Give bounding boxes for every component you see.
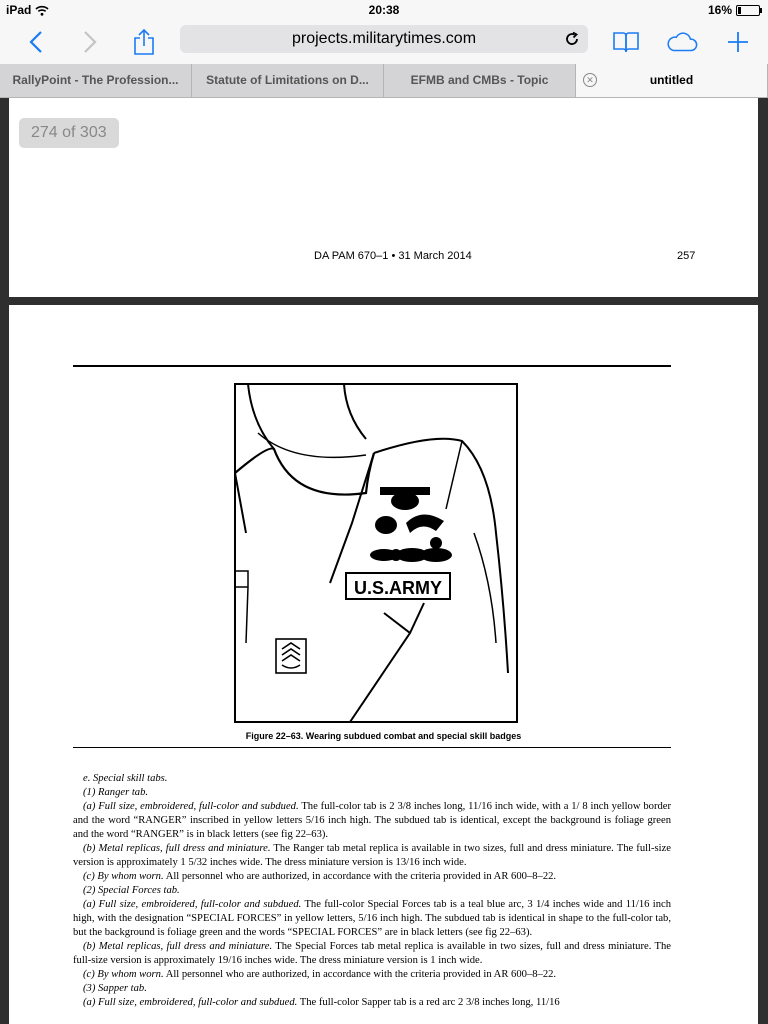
navigation-bar <box>0 20 768 64</box>
reload-icon[interactable] <box>564 31 580 47</box>
top-rule <box>73 365 671 367</box>
paragraph: e. Special skill tabs. <box>83 773 168 784</box>
paragraph: (c) By whom worn. All personnel who are authorized, in accordance with the criteria provided in AR 600–8–22. <box>83 871 557 882</box>
document-body <box>73 772 671 1010</box>
close-tab-icon[interactable]: ✕ <box>583 73 597 87</box>
status-bar <box>0 0 768 20</box>
plus-icon <box>727 31 749 53</box>
back-button[interactable] <box>20 26 52 58</box>
cloud-tabs-button[interactable] <box>666 26 698 58</box>
paragraph: (2) Special Forces tab. <box>83 885 180 896</box>
share-button[interactable] <box>128 26 160 58</box>
figure-caption: Figure 22–63. Wearing subdued combat and special skill badges <box>245 731 522 741</box>
page-counter: 274 of 303 <box>19 118 119 148</box>
tab-statute[interactable] <box>192 64 384 97</box>
chevron-left-icon <box>29 30 43 54</box>
paragraph: (b) Metal replicas, full dress and miniature. The Special Forces tab metal replica is available in two sizes, full and dress miniature. The full-size version is approximately 19/16 inches wide. The dress miniature version is 1 inch wide. <box>73 941 671 966</box>
status-right <box>708 3 760 17</box>
bookmarks-button[interactable] <box>610 26 642 58</box>
bottom-rule <box>73 747 671 748</box>
tab-label: untitled <box>649 73 694 87</box>
paragraph: (b) Metal replicas, full dress and miniature. The Ranger tab metal replica is available in two sizes, full and dress miniature. The full-size version is approximately 1 5/32 inches wide. The dress miniature version is 13/16 inch wide. <box>73 843 672 868</box>
url-text: projects.militarytimes.com <box>291 30 477 47</box>
tab-bar <box>0 64 768 98</box>
share-icon <box>133 28 155 56</box>
battery-percent: 16% <box>707 3 732 17</box>
address-bar[interactable] <box>180 25 588 53</box>
document-title: DA PAM 670–1 • 31 March 2014 <box>314 250 472 262</box>
cloud-icon <box>666 31 698 53</box>
tab-efmb[interactable] <box>384 64 576 97</box>
paragraph: (a) Full size, embroidered, full-color and subdued. The full-color tab is 2 3/8 inches long, 11/16 inch wide, with a 1/ 8 inch yellow border and the word “RANGER” inscribed in yellow letters 5/16 inch high. The subdued tab is identical, except the background is foliage green and the word “RANGER” is in black letters (see fig 22–63). <box>73 801 672 840</box>
device-name: iPad <box>6 3 32 17</box>
paragraph: (a) Full size, embroidered, full-color and subdued. The full-color Special Forces tab is a teal blue arc, 3 1/4 inches wide and 11/16 inch high, with the designation “SPECIAL FORCES” in yellow letters, 5/16 inch high. The subdued tab is identical in shape to the full-color tab, but the background is foliage green and the words “SPECIAL FORCES” are in black letters (see fig 22–63). <box>73 899 671 938</box>
tab-untitled[interactable] <box>576 64 768 97</box>
battery-icon <box>736 5 760 16</box>
tab-rallypoint[interactable] <box>0 64 192 97</box>
clock: 20:38 <box>368 3 400 17</box>
page-number: 257 <box>677 250 696 262</box>
tab-label: Statute of Limitations on D... <box>206 73 369 87</box>
new-tab-button[interactable] <box>722 26 754 58</box>
paragraph: (3) Sapper tab. <box>83 983 147 994</box>
tab-label: EFMB and CMBs - Topic <box>410 73 549 87</box>
tab-label: RallyPoint - The Profession... <box>12 73 179 87</box>
nameplate-text: U.S.ARMY <box>353 578 443 598</box>
pdf-page-previous <box>9 98 758 297</box>
paragraph: (c) By whom worn. All personnel who are authorized, in accordance with the criteria provided in AR 600–8–22. <box>83 969 557 980</box>
rank-insignia <box>276 639 306 673</box>
chevron-right-icon <box>83 30 97 54</box>
forward-button[interactable] <box>74 26 106 58</box>
book-icon <box>612 30 640 54</box>
paragraph: (1) Ranger tab. <box>83 787 149 798</box>
pdf-page-current <box>9 305 758 1024</box>
uniform-figure <box>234 383 518 723</box>
paragraph: (a) Full size, embroidered, full-color and subdued. The full-color Sapper tab is a red arc 2 3/8 inches long, 11/16 <box>83 997 560 1008</box>
